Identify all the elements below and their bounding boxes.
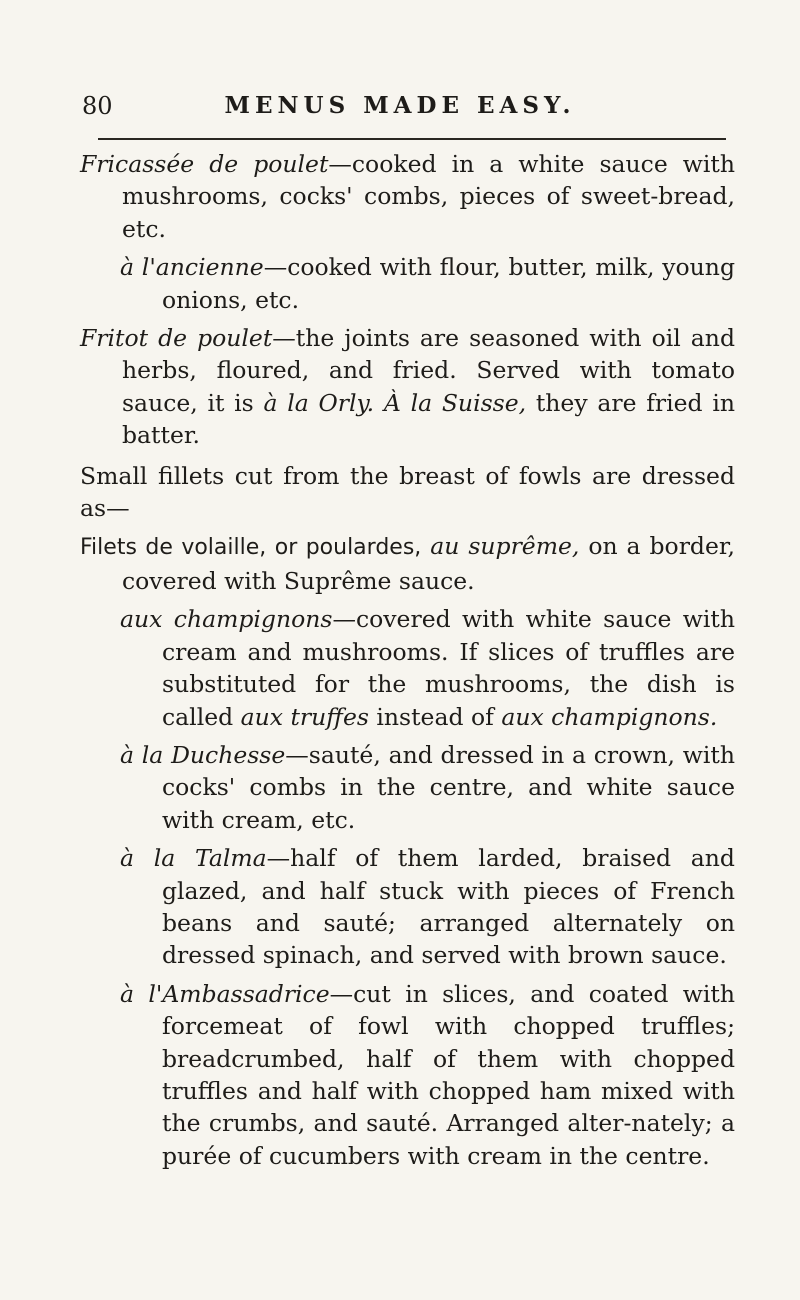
entry-champignons: aux champignons—covered with white sauce with cream and mushrooms. If slices of truffles are substituted for the mushrooms, the dish is called aux truffes instead of aux champignons. (120, 605, 735, 731)
entry-term: aux champignons (120, 605, 333, 634)
entry-filets (80, 530, 735, 597)
entry-text: —the joints are seasoned with oil and herbs, floured, and fried. Served with tomato sauce, it is (122, 324, 735, 417)
entry-term-orly: à la Orly. (263, 388, 375, 417)
entry-text: they are fried in batter. (122, 388, 735, 450)
entry-text: —covered with white sauce with cream and mushrooms. If slices of truffles are substituted for the mushrooms, the dish is called (162, 605, 735, 731)
page-body (80, 148, 735, 1178)
entry-term: Fritot de poulet (80, 324, 273, 353)
entry-duchesse (80, 739, 735, 836)
entry-term-champignons: aux champignons. (501, 702, 718, 731)
entry-text: —sauté, and dressed in a crown, with cocks' combs in the centre, and white sauce with cream, etc. (162, 740, 735, 834)
filets-term-italic: au suprême, (430, 532, 580, 561)
page-number: 80 (82, 92, 113, 120)
filets-heading: Filets de volaille, or poulardes, (80, 535, 422, 561)
entry-term-truffes: aux truffes (240, 702, 369, 731)
page-header (0, 92, 800, 122)
entry-term: à l'Ambassadrice (120, 979, 330, 1008)
entry-text: —cut in slices, and coated with forcemeat of fowl with chopped truffles; breadcrumbed, half of them with chopped truffles and half with chopped ham mixed with the crumbs, and sauté. Arranged alter-nately; a purée of cucumbers with cream in the centre. (162, 979, 735, 1170)
entry-term: à la Talma (120, 844, 267, 873)
entry-fricassee (80, 148, 735, 245)
entry-text: —cooked with flour, butter, milk, young onions, etc. (162, 253, 735, 314)
entry-term: à la Duchesse (120, 740, 286, 769)
intro-paragraph: Small fillets cut from the breast of fowls are dressed as— (80, 461, 735, 523)
filets-text: on a border, covered with Suprême sauce. (122, 532, 736, 595)
entry-term-suisse: À la Suisse, (383, 388, 527, 417)
running-title: MENUS MADE EASY. (224, 92, 576, 119)
entry-text: —cooked in a white sauce with mushrooms, cocks' combs, pieces of sweet-bread, etc. (122, 150, 735, 243)
entry-ambassadrice (80, 978, 735, 1172)
entry-ancienne (80, 251, 735, 316)
entry-term: à l'ancienne (120, 253, 264, 282)
entry-term: Fricassée de poulet (80, 150, 329, 178)
entry-fritot (80, 322, 735, 452)
entry-text: —half of them larded, braised and glazed, and half stuck with pieces of French beans and sauté; arranged alternately on dressed spinach, and served with brown sauce. (162, 844, 735, 970)
entry-talma (80, 842, 735, 972)
header-rule (98, 138, 726, 140)
